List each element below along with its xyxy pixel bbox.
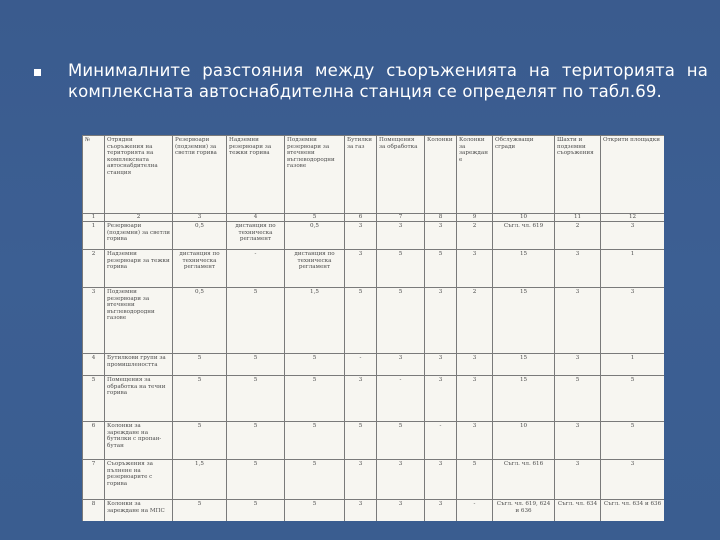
table-cell: 5	[173, 376, 227, 422]
table-row	[83, 222, 665, 250]
table-cell: 3	[83, 288, 105, 354]
header-cell: Колонки	[425, 136, 457, 214]
table-cell: 3	[377, 222, 425, 250]
bullet-text: Минималните разстояния между съоръженията на територията на комплексната автоснабдителна станция се определят по табл.69.	[68, 61, 708, 101]
table-cell: 3	[425, 500, 457, 522]
table-cell: Колонки за зареждане на МПС	[105, 500, 173, 522]
table-cell: 5	[227, 500, 285, 522]
table-cell: 5	[227, 460, 285, 500]
table-cell: 15	[493, 288, 555, 354]
table-cell: 4	[83, 354, 105, 376]
table-row	[83, 376, 665, 422]
table-cell: 3	[377, 500, 425, 522]
table-cell: Резервоари (подземни) за светли горива	[105, 222, 173, 250]
table-row	[83, 422, 665, 460]
table-cell: Съоръжения за пълнене на резервоарите с горива	[105, 460, 173, 500]
table-row	[83, 288, 665, 354]
table-cell: Помещения за обработка на течни горива	[105, 376, 173, 422]
table-cell: 6	[83, 422, 105, 460]
column-number: 12	[601, 214, 665, 222]
table-cell: дистанция по техническа регламент	[285, 250, 345, 288]
table-cell: 3	[457, 354, 493, 376]
column-number: 5	[285, 214, 345, 222]
table-cell: 3	[345, 250, 377, 288]
table-cell: 1	[83, 222, 105, 250]
distance-table-image	[82, 135, 664, 521]
header-cell: Открити площадки	[601, 136, 665, 214]
column-number: 7	[377, 214, 425, 222]
table-cell: Надземни резервоари за тежки горива	[105, 250, 173, 288]
table-cell: 5	[173, 422, 227, 460]
header-cell: Надземни резервоари за тежки горива	[227, 136, 285, 214]
table-cell: 3	[555, 250, 601, 288]
table-cell: 1,5	[285, 288, 345, 354]
table-cell: 5	[601, 376, 665, 422]
table-cell: 0,5	[285, 222, 345, 250]
table-cell: 3	[345, 376, 377, 422]
header-cell: Бутилки за газ	[345, 136, 377, 214]
header-cell: Обслужващи сгради	[493, 136, 555, 214]
table-cell: 5	[457, 460, 493, 500]
table-cell: Подземни резервоари за втечнени въглеводородни газове	[105, 288, 173, 354]
column-number: 9	[457, 214, 493, 222]
table-cell: 3	[457, 376, 493, 422]
header-cell: Колонки за зареждане	[457, 136, 493, 214]
table-cell: 3	[555, 460, 601, 500]
table-cell: 3	[555, 422, 601, 460]
table-cell: Съгл. чл. 619, 624 и 636	[493, 500, 555, 522]
table-cell: 5	[227, 288, 285, 354]
table-cell: дистанция по техническа регламент	[227, 222, 285, 250]
table-cell: 3	[425, 222, 457, 250]
table-cell: -	[377, 376, 425, 422]
table-cell: 5	[227, 376, 285, 422]
table-cell: 5	[377, 422, 425, 460]
table-cell: 5	[425, 250, 457, 288]
table-cell: 10	[493, 422, 555, 460]
table-cell: -	[345, 354, 377, 376]
table-cell: 5	[601, 422, 665, 460]
column-number: 11	[555, 214, 601, 222]
table-cell: Съгл. чл. 619	[493, 222, 555, 250]
table-cell: 3	[555, 288, 601, 354]
table-cell: 2	[457, 288, 493, 354]
table-cell: 5	[345, 422, 377, 460]
table-cell: 3	[601, 288, 665, 354]
column-number: 8	[425, 214, 457, 222]
table-cell: 15	[493, 376, 555, 422]
table-cell: Бутилкови групи за промишлеността	[105, 354, 173, 376]
table-cell: 3	[345, 222, 377, 250]
table-cell: 3	[555, 354, 601, 376]
header-cell: Шахти и подземни съоръжения	[555, 136, 601, 214]
table-cell: 3	[425, 460, 457, 500]
table-cell: 2	[555, 222, 601, 250]
header-cell: Подземни резервоари за втечнени въглеводородни газове	[285, 136, 345, 214]
table-header-row	[83, 136, 665, 214]
table-cell: Съгл. чл. 634	[555, 500, 601, 522]
table-cell: 3	[601, 460, 665, 500]
table-cell: 5	[285, 422, 345, 460]
table-cell: 3	[345, 500, 377, 522]
table-cell: 5	[227, 422, 285, 460]
header-cell: №	[83, 136, 105, 214]
table-row	[83, 500, 665, 522]
table-cell: 5	[173, 500, 227, 522]
column-number: 2	[105, 214, 173, 222]
table-cell: 3	[457, 422, 493, 460]
column-number: 3	[173, 214, 227, 222]
table-cell: 5	[83, 376, 105, 422]
column-number: 4	[227, 214, 285, 222]
table-cell: 5	[377, 250, 425, 288]
table-cell: 1	[601, 250, 665, 288]
table-cell: 3	[425, 354, 457, 376]
table-cell: 2	[457, 222, 493, 250]
table-cell: -	[425, 422, 457, 460]
table-cell: 15	[493, 250, 555, 288]
distance-table	[82, 135, 664, 521]
table-cell: Съгл. чл. 634 и 636	[601, 500, 665, 522]
table-cell: 5	[173, 354, 227, 376]
table-cell: 5	[285, 460, 345, 500]
table-cell: 5	[555, 376, 601, 422]
table-cell: 3	[377, 460, 425, 500]
column-number: 6	[345, 214, 377, 222]
table-cell: 3	[345, 460, 377, 500]
table-cell: 3	[601, 222, 665, 250]
table-cell: -	[227, 250, 285, 288]
table-cell: Съгл. чл. 616	[493, 460, 555, 500]
table-row	[83, 354, 665, 376]
header-cell: Отрядни съоръжения на територията на комплексната автоснабдителна станция	[105, 136, 173, 214]
table-cell: Колонки за зареждане на бутилки с пропан-бутан	[105, 422, 173, 460]
table-cell: 5	[345, 288, 377, 354]
table-cell: 15	[493, 354, 555, 376]
table-cell: 2	[83, 250, 105, 288]
table-cell: 5	[285, 500, 345, 522]
square-bullet-icon	[34, 69, 41, 76]
table-cell: дистанция по техническа регламент	[173, 250, 227, 288]
table-cell: -	[457, 500, 493, 522]
column-number: 1	[83, 214, 105, 222]
table-cell: 5	[227, 354, 285, 376]
table-cell: 5	[285, 376, 345, 422]
table-cell: 3	[425, 288, 457, 354]
table-cell: 5	[285, 354, 345, 376]
header-cell: Резервоари (подземни) за светли горива	[173, 136, 227, 214]
table-cell: 0,5	[173, 288, 227, 354]
table-cell: 1	[601, 354, 665, 376]
table-cell: 3	[377, 354, 425, 376]
header-cell: Помещения за обработка	[377, 136, 425, 214]
column-number-row	[83, 214, 665, 222]
table-cell: 8	[83, 500, 105, 522]
column-number: 10	[493, 214, 555, 222]
table-cell: 3	[457, 250, 493, 288]
table-cell: 1,5	[173, 460, 227, 500]
table-cell: 0,5	[173, 222, 227, 250]
table-row	[83, 460, 665, 500]
table-cell: 5	[377, 288, 425, 354]
table-cell: 3	[425, 376, 457, 422]
table-cell: 7	[83, 460, 105, 500]
table-row	[83, 250, 665, 288]
